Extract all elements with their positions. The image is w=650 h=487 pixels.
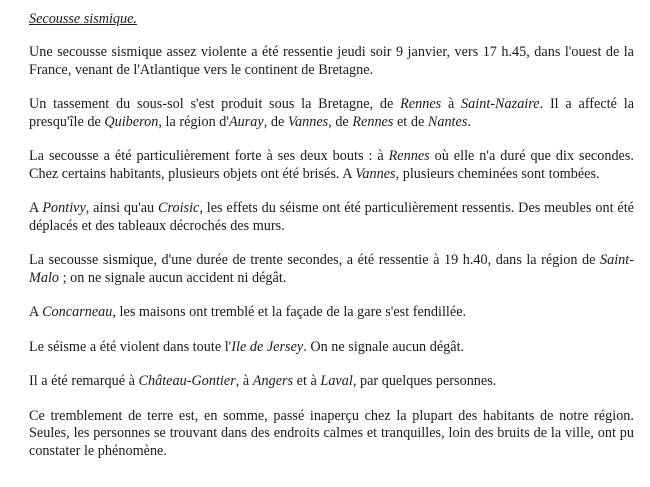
text-run: , la région d'	[158, 113, 229, 130]
place-name: Saint-Malo	[29, 252, 634, 286]
text-run: Il a été remarqué à	[29, 373, 139, 389]
place-name: Vannes	[355, 165, 396, 182]
paragraph	[29, 200, 634, 235]
text-run: à	[441, 96, 462, 112]
text-run: , ainsi qu'au	[85, 200, 158, 216]
paragraph	[29, 339, 634, 357]
text-run: . On ne signale aucun dégât.	[303, 338, 465, 355]
text-run: et à	[293, 373, 321, 389]
text-run: , de	[328, 113, 353, 130]
text-run: Une secousse sismique assez violente a été ressentie jeudi soir 9 janvier, vers 17 h.45, dans l'ouest de la France, venant de l'Atlantique vers le continent de Bretagne.	[29, 44, 634, 78]
text-run: Ce tremblement de terre est, en somme, passé inaperçu chez la plupart des habitants de notre région. Seules, les personnes se trouvant dans des endroits calmes et tranquilles, loin des bruits de la ville, ont pu constater le phénomène.	[29, 407, 634, 459]
place-name: Laval	[320, 373, 353, 389]
paragraph	[29, 148, 634, 183]
place-name: Saint-Nazaire	[461, 96, 540, 112]
text-run: , de	[263, 113, 288, 130]
document-body	[29, 44, 634, 460]
text-run: , les maisons ont tremblé et la façade de la gare s'est fendillée.	[112, 304, 467, 320]
text-run: .	[467, 113, 471, 130]
paragraph	[29, 408, 634, 461]
place-name: Pontivy	[42, 200, 86, 216]
paragraph	[29, 44, 634, 79]
paragraph	[29, 373, 634, 391]
place-name: Concarneau	[42, 304, 113, 320]
document-title: Secousse sismique.	[29, 11, 137, 27]
text-run: , plusieurs cheminées sont tombées.	[395, 165, 600, 182]
text-run: ; on ne signale aucun accident ni dégât.	[59, 269, 287, 286]
place-name: Château-Gontier	[138, 373, 236, 389]
text-run: , par quelques personnes.	[352, 373, 497, 389]
place-name: Rennes	[400, 96, 442, 112]
paragraph	[29, 96, 634, 131]
text-run: , les effets du séisme ont été particulièrement ressentis. Des meubles ont été déplacés et des tableaux décrochés des murs.	[29, 200, 634, 234]
text-run: . Il a affecté la presqu'île de	[29, 96, 635, 130]
place-name: Quiberon	[104, 113, 159, 130]
text-run: A	[29, 200, 43, 216]
text-run: où elle n'a duré que dix secondes. Chez certains habitants, plusieurs objets ont été brisés. A	[29, 148, 634, 182]
place-name: Vannes	[287, 113, 329, 130]
place-name: Croisic	[157, 200, 200, 216]
place-name: Ile de Jersey	[231, 338, 304, 355]
paragraph	[29, 304, 634, 322]
place-name: Nantes	[427, 113, 468, 130]
text-run: La secousse a été particulièrement forte à ses deux bouts : à	[29, 148, 389, 164]
text-run: Le séisme a été violent dans toute l'	[29, 338, 232, 355]
text-run: et de	[393, 113, 428, 130]
text-run: La secousse sismique, d'une durée de trente secondes, a été ressentie à 19 h.40, dans la région de	[29, 252, 600, 268]
text-run: , à	[235, 373, 253, 389]
place-name: Rennes	[388, 148, 430, 164]
text-run: Un tassement du sous-sol s'est produit sous la Bretagne, de	[29, 96, 401, 112]
place-name: Rennes	[352, 113, 394, 130]
paragraph	[29, 252, 634, 287]
place-name: Angers	[252, 373, 294, 389]
text-run: A	[29, 304, 43, 320]
place-name: Auray	[228, 113, 264, 130]
